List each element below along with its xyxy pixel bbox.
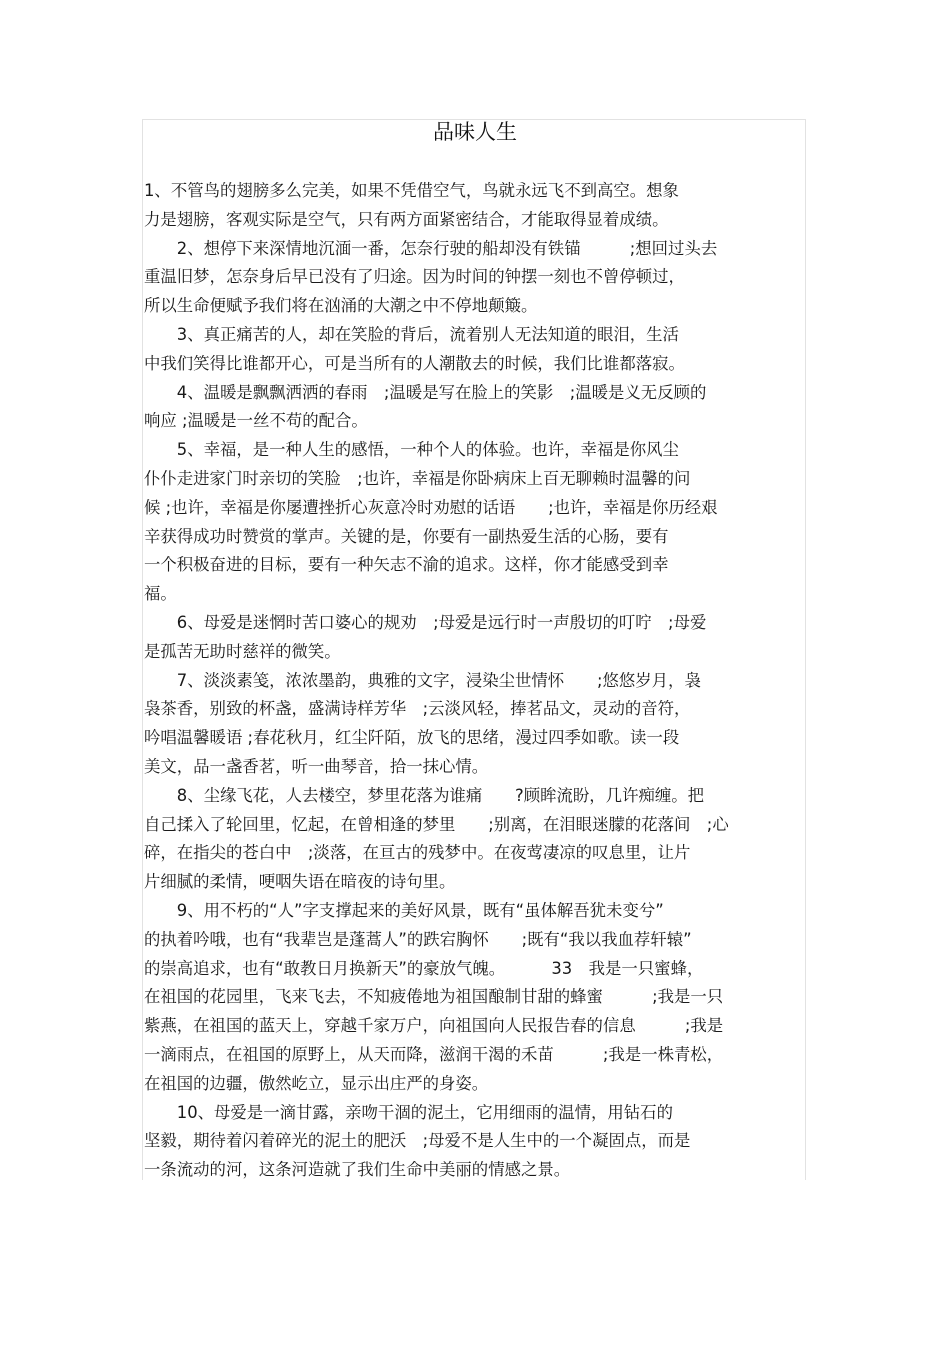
body-line: 在祖国的花园里，飞来飞去，不知疲倦地为祖国酿制甘甜的蜂蜜 ;我是一只 [144, 987, 724, 1006]
body-line: 10、母爱是一滴甘露，亲吻干涸的泥土，它用细雨的温情，用钻石的 [144, 1103, 673, 1122]
body-line: 4、温暖是飘飘洒洒的春雨 ;温暖是写在脸上的笑影 ;温暖是义无反顾的 [144, 383, 707, 402]
body-line: 所以生命便赋予我们将在汹涌的大潮之中不停地颠簸。 [144, 296, 538, 315]
body-line: 在祖国的边疆，傲然屹立，显示出庄严的身姿。 [144, 1074, 489, 1093]
body-line: 2、想停下来深情地沉湎一番，怎奈行驶的船却没有铁锚 ;想回过头去 [144, 239, 718, 258]
body-line: 仆仆走进家门时亲切的笑脸 ;也许，幸福是你卧病床上百无聊赖时温馨的问 [144, 469, 691, 488]
body-line: 一条流动的河，这条河造就了我们生命中美丽的情感之景。 [144, 1160, 571, 1179]
body-line: 一滴雨点，在祖国的原野上，从天而降，滋润干渴的禾苗 ;我是一株青松， [144, 1045, 724, 1064]
body-line: 候 ;也许，幸福是你屡遭挫折心灰意冷时劝慰的话语 ;也许，幸福是你历经艰 [144, 498, 718, 517]
body-line: 9、用不朽的“人”字支撑起来的美好风景，既有“虽体解吾犹未变兮” [144, 901, 664, 920]
body-line: 5、幸福，是一种人生的感悟，一种个人的体验。也许，幸福是你风尘 [144, 440, 679, 459]
body-line: 3、真正痛苦的人，却在笑脸的背后，流着别人无法知道的眼泪，生活 [144, 325, 679, 344]
body-line: 袅茶香，别致的杯盏，盛满诗样芳华 ;云淡风轻，捧茗品文，灵动的音符， [144, 699, 691, 718]
body-line: 重温旧梦，怎奈身后早已没有了归途。因为时间的钟摆一刻也不曾停顿过， [144, 267, 685, 286]
body-line: 7、淡淡素笺，浓浓墨韵，典雅的文字，浸染尘世情怀 ;悠悠岁月，袅 [144, 671, 701, 690]
body-line: 自己揉入了轮回里，忆起，在曾相逢的梦里 ;别离，在泪眼迷朦的花落间 ;心 [144, 815, 729, 834]
body-line: 福。 [144, 584, 177, 603]
body-line: 响应 ;温暖是一丝不苟的配合。 [144, 411, 368, 430]
body-line: 的崇高追求，也有“敢教日月换新天”的豪放气魄。 33 我是一只蜜蜂， [144, 959, 704, 978]
body-line: 力是翅膀，客观实际是空气，只有两方面紧密结合，才能取得显着成绩。 [144, 210, 669, 229]
body-line: 中我们笑得比谁都开心，可是当所有的人潮散去的时候，我们比谁都落寂。 [144, 354, 685, 373]
body-line: 6、母爱是迷惘时苦口婆心的规劝 ;母爱是远行时一声殷切的叮咛 ;母爱 [144, 613, 707, 632]
body-line: 紫燕，在祖国的蓝天上，穿越千家万户，向祖国向人民报告春的信息 ;我是 [144, 1016, 724, 1035]
body-line: 美文，品一盏香茗，听一曲琴音，拾一抹心情。 [144, 757, 489, 776]
document-title: 品味人生 [433, 120, 517, 144]
body-line: 片细腻的柔情，哽咽失语在暗夜的诗句里。 [144, 872, 456, 891]
body-line: 8、尘缘飞花，人去楼空，梦里花落为谁痛 ?顾眸流盼，几许痴缠。把 [144, 786, 705, 805]
body-line: 一个积极奋进的目标，要有一种矢志不渝的追求。这样，你才能感受到幸 [144, 555, 669, 574]
body-line: 的执着吟哦，也有“我辈岂是蓬蒿人”的跌宕胸怀 ;既有“我以我血荐轩辕” [144, 930, 692, 949]
body-line: 1、不管鸟的翅膀多么完美，如果不凭借空气，鸟就永远飞不到高空。想象 [144, 181, 679, 200]
body-line: 是孤苦无助时慈祥的微笑。 [144, 642, 341, 661]
body-line: 辛获得成功时赞赏的掌声。关键的是，你要有一副热爱生活的心肠，要有 [144, 527, 669, 546]
body-line: 坚毅，期待着闪着碎光的泥土的肥沃 ;母爱不是人生中的一个凝固点，而是 [144, 1131, 691, 1150]
body-line: 吟唱温馨暖语 ;春花秋月，红尘阡陌，放飞的思绪，漫过四季如歌。读一段 [144, 728, 680, 747]
body-line: 碎，在指尖的苍白中 ;淡落，在亘古的残梦中。在夜莺凄凉的叹息里，让片 [144, 843, 691, 862]
